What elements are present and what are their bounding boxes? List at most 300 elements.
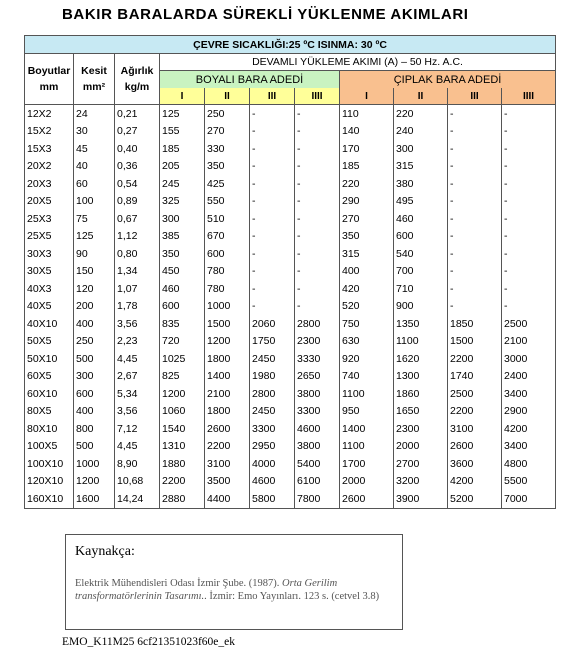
table-cell: 1,07 (115, 280, 160, 298)
col-agirlik-label: Ağırlık (120, 65, 154, 77)
table-cell: - (502, 280, 556, 298)
table-cell: 75 (74, 210, 115, 228)
table-cell: 825 (160, 368, 205, 386)
table-cell: - (295, 158, 340, 176)
col-kesit (74, 54, 115, 105)
table-cell: 2300 (394, 420, 448, 438)
table-row (25, 490, 556, 508)
table-cell: 400 (74, 403, 115, 421)
page-title: BAKIR BARALARDA SÜREKLİ YÜKLENME AKIMLARI (62, 6, 469, 23)
table-row (25, 123, 556, 141)
table-cell: 835 (160, 315, 205, 333)
table-cell: - (250, 105, 295, 123)
table-cell: 25X3 (25, 210, 74, 228)
table-cell: 2450 (250, 403, 295, 421)
table-cell: 950 (340, 403, 394, 421)
table-cell: 150 (74, 263, 115, 281)
painted-count-2: II (205, 88, 250, 105)
reference-heading: Kaynakça: (75, 544, 135, 559)
table-cell: - (502, 245, 556, 263)
table-cell: 220 (340, 175, 394, 193)
table-cell: - (250, 123, 295, 141)
bare-count-4: IIII (502, 88, 556, 105)
table-row (25, 245, 556, 263)
table-cell: 1,34 (115, 263, 160, 281)
reference-text (75, 577, 394, 603)
table-cell: 110 (340, 105, 394, 123)
table-cell: 245 (160, 175, 205, 193)
table-cell: 2700 (394, 455, 448, 473)
table-cell: - (502, 140, 556, 158)
table-cell: 185 (160, 140, 205, 158)
table-cell: 1750 (250, 333, 295, 351)
table-cell: - (448, 193, 502, 211)
table-cell: 0,67 (115, 210, 160, 228)
table-cell: 20X3 (25, 175, 74, 193)
table-cell: 420 (340, 280, 394, 298)
table-cell: 220 (394, 105, 448, 123)
continuous-current-header: DEVAMLI YÜKLEME AKIMI (A) – 50 Hz. A.C. (160, 54, 556, 71)
table-cell: - (295, 175, 340, 193)
table-row (25, 175, 556, 193)
table-cell: 80X5 (25, 403, 74, 421)
table-cell: 5,34 (115, 385, 160, 403)
table-cell: 1600 (74, 490, 115, 508)
table-cell: 315 (340, 245, 394, 263)
table-cell: - (295, 263, 340, 281)
table-cell: 2600 (448, 438, 502, 456)
table-cell: 315 (394, 158, 448, 176)
table-cell: 400 (74, 315, 115, 333)
table-cell: 6100 (295, 473, 340, 491)
table-cell: 125 (74, 228, 115, 246)
table-cell: 325 (160, 193, 205, 211)
table-row (25, 280, 556, 298)
bare-count-1: I (340, 88, 394, 105)
table-cell: 600 (74, 385, 115, 403)
table-cell: 2100 (502, 333, 556, 351)
table-cell: 3,56 (115, 403, 160, 421)
table-cell: 1350 (394, 315, 448, 333)
table-cell: 0,36 (115, 158, 160, 176)
table-cell: 3300 (250, 420, 295, 438)
table-cell: 15X2 (25, 123, 74, 141)
table-cell: - (502, 193, 556, 211)
table-cell: - (448, 158, 502, 176)
table-cell: - (250, 228, 295, 246)
table-cell: 600 (394, 228, 448, 246)
table-cell: 1500 (448, 333, 502, 351)
table-cell: 700 (394, 263, 448, 281)
table-cell: 25X5 (25, 228, 74, 246)
table-cell: 4800 (502, 455, 556, 473)
table-cell: - (502, 175, 556, 193)
table-cell: 3,56 (115, 315, 160, 333)
table-cell: 4000 (250, 455, 295, 473)
table-cell: - (448, 280, 502, 298)
col-kesit-unit: mm² (82, 81, 106, 93)
table-cell: 45 (74, 140, 115, 158)
table-cell: 30 (74, 123, 115, 141)
table-cell: 2880 (160, 490, 205, 508)
table-cell: 920 (340, 350, 394, 368)
table-cell: 20X2 (25, 158, 74, 176)
table-cell: 3330 (295, 350, 340, 368)
table-cell: 1025 (160, 350, 205, 368)
table-cell: 2300 (295, 333, 340, 351)
table-cell: 1540 (160, 420, 205, 438)
table-cell: 250 (74, 333, 115, 351)
table-cell: 3800 (295, 385, 340, 403)
table-cell: 1850 (448, 315, 502, 333)
table-cell: 2100 (205, 385, 250, 403)
table-row (25, 368, 556, 386)
table-cell: 2800 (250, 385, 295, 403)
table-cell: - (448, 105, 502, 123)
table-cell: 50X10 (25, 350, 74, 368)
table-row (25, 298, 556, 316)
table-cell: - (250, 193, 295, 211)
table-cell: 720 (160, 333, 205, 351)
table-cell: 0,80 (115, 245, 160, 263)
table-cell: 30X3 (25, 245, 74, 263)
table-cell: 520 (340, 298, 394, 316)
table-cell: 2600 (340, 490, 394, 508)
table-cell: 30X5 (25, 263, 74, 281)
table-body (25, 105, 556, 509)
table-cell: 425 (205, 175, 250, 193)
table-cell: - (250, 140, 295, 158)
table-cell: 2950 (250, 438, 295, 456)
table-cell: 1860 (394, 385, 448, 403)
table-cell: - (448, 123, 502, 141)
table-row (25, 350, 556, 368)
table-cell: 60X5 (25, 368, 74, 386)
table-cell: 2000 (340, 473, 394, 491)
table-cell: 3500 (205, 473, 250, 491)
table-cell: 200 (74, 298, 115, 316)
table-cell: 350 (160, 245, 205, 263)
table-cell: 5800 (250, 490, 295, 508)
table-cell: - (502, 105, 556, 123)
table-row (25, 193, 556, 211)
table-cell: - (502, 158, 556, 176)
table-cell: 40X3 (25, 280, 74, 298)
table-cell: 740 (340, 368, 394, 386)
table-cell: 350 (340, 228, 394, 246)
table-cell: 140 (340, 123, 394, 141)
table-row (25, 315, 556, 333)
reference-author: Elektrik Mühendisleri Odası İzmir Şube. (1987). (75, 578, 283, 589)
table-cell: - (448, 175, 502, 193)
table-cell: 125 (160, 105, 205, 123)
table-cell: 2200 (160, 473, 205, 491)
table-cell: - (502, 298, 556, 316)
table-cell: 290 (340, 193, 394, 211)
current-table (24, 35, 556, 509)
col-boyutlar-unit: mm (39, 81, 59, 93)
table-cell: 780 (205, 280, 250, 298)
table-cell: 1000 (74, 455, 115, 473)
table-cell: - (295, 210, 340, 228)
table-cell: 540 (394, 245, 448, 263)
table-cell: 1100 (340, 385, 394, 403)
table-cell: 5500 (502, 473, 556, 491)
table-cell: 1800 (205, 350, 250, 368)
reference-box (65, 534, 403, 630)
table-row (25, 228, 556, 246)
table-cell: 3300 (295, 403, 340, 421)
bare-bar-header: ÇIPLAK BARA ADEDİ (340, 71, 556, 89)
table-cell: 3900 (394, 490, 448, 508)
table-cell: - (295, 123, 340, 141)
table-cell: 14,24 (115, 490, 160, 508)
table-cell: 170 (340, 140, 394, 158)
table-cell: 1,12 (115, 228, 160, 246)
table-cell: - (250, 245, 295, 263)
table-cell: - (448, 245, 502, 263)
table-cell: 1400 (340, 420, 394, 438)
table-cell: 12X2 (25, 105, 74, 123)
col-boyutlar-label: Boyutlar (27, 65, 71, 77)
table-cell: 4600 (295, 420, 340, 438)
table-cell: 8,90 (115, 455, 160, 473)
table-cell: 50X5 (25, 333, 74, 351)
table-cell: 1400 (205, 368, 250, 386)
table-row (25, 455, 556, 473)
table-cell: 1100 (394, 333, 448, 351)
table-cell: 7800 (295, 490, 340, 508)
table-cell: 600 (205, 245, 250, 263)
table-cell: 630 (340, 333, 394, 351)
table-cell: 1500 (205, 315, 250, 333)
document-code: EMO_K11M25 6cf21351023f60e_ek (62, 636, 236, 648)
table-cell: 460 (394, 210, 448, 228)
table-cell: 510 (205, 210, 250, 228)
table-row (25, 473, 556, 491)
table-cell: 4200 (502, 420, 556, 438)
table-cell: 24 (74, 105, 115, 123)
table-cell: 550 (205, 193, 250, 211)
table-cell: - (295, 193, 340, 211)
table-cell: 2900 (502, 403, 556, 421)
table-cell: 2800 (295, 315, 340, 333)
table-cell: 100X10 (25, 455, 74, 473)
col-agirlik (115, 54, 160, 105)
table-cell: 2500 (502, 315, 556, 333)
table-cell: 40X5 (25, 298, 74, 316)
table-cell: 3600 (448, 455, 502, 473)
table-cell: 385 (160, 228, 205, 246)
painted-count-1: I (160, 88, 205, 105)
table-cell: 600 (160, 298, 205, 316)
table-cell: 1000 (205, 298, 250, 316)
table-cell: 3200 (394, 473, 448, 491)
table-cell: 500 (74, 350, 115, 368)
table-cell: 40 (74, 158, 115, 176)
ambient-conditions: ÇEVRE SICAKLIĞI:25 ºC ISINMA: 30 ºC (25, 36, 556, 54)
table-cell: 3800 (295, 438, 340, 456)
table-cell: 120X10 (25, 473, 74, 491)
table-cell: 495 (394, 193, 448, 211)
table-row (25, 140, 556, 158)
table-cell: 100 (74, 193, 115, 211)
table-cell: - (295, 105, 340, 123)
table-cell: - (250, 298, 295, 316)
table-cell: 1300 (394, 368, 448, 386)
painted-bar-header: BOYALI BARA ADEDİ (160, 71, 340, 89)
table-cell: 710 (394, 280, 448, 298)
table-cell: 60 (74, 175, 115, 193)
bare-count-3: III (448, 88, 502, 105)
table-cell: 800 (74, 420, 115, 438)
table-cell: - (250, 280, 295, 298)
table-cell: 380 (394, 175, 448, 193)
table-row (25, 333, 556, 351)
table-row (25, 438, 556, 456)
table-cell: - (448, 228, 502, 246)
table-cell: 120 (74, 280, 115, 298)
table-cell: 155 (160, 123, 205, 141)
table-cell: 5200 (448, 490, 502, 508)
table-cell: 3400 (502, 438, 556, 456)
table-cell: 1200 (160, 385, 205, 403)
table-cell: 40X10 (25, 315, 74, 333)
table-cell: 500 (74, 438, 115, 456)
table-cell: 0,54 (115, 175, 160, 193)
table-cell: - (295, 245, 340, 263)
table-cell: 4,45 (115, 438, 160, 456)
table-cell: 3000 (502, 350, 556, 368)
table-cell: 240 (394, 123, 448, 141)
table-cell: 2600 (205, 420, 250, 438)
table-cell: - (448, 263, 502, 281)
table-cell: 1880 (160, 455, 205, 473)
table-cell: - (448, 298, 502, 316)
table-cell: 1650 (394, 403, 448, 421)
table-cell: 2450 (250, 350, 295, 368)
table-cell: 300 (160, 210, 205, 228)
table-cell: 2650 (295, 368, 340, 386)
table-cell: 5400 (295, 455, 340, 473)
table-cell: - (295, 280, 340, 298)
table-row (25, 420, 556, 438)
table-cell: - (295, 298, 340, 316)
table-cell: 900 (394, 298, 448, 316)
table-cell: - (295, 228, 340, 246)
table-cell: 780 (205, 263, 250, 281)
table-cell: 4400 (205, 490, 250, 508)
table-cell: 7000 (502, 490, 556, 508)
table-cell: 1100 (340, 438, 394, 456)
table-cell: 1700 (340, 455, 394, 473)
table-cell: 300 (394, 140, 448, 158)
table-cell: 460 (160, 280, 205, 298)
table-cell: 185 (340, 158, 394, 176)
painted-count-4: IIII (295, 88, 340, 105)
painted-count-3: III (250, 88, 295, 105)
reference-work: Orta Gerilim transformatörlerinin Tasarımı. (75, 578, 338, 602)
table-cell: 1620 (394, 350, 448, 368)
table-cell: - (448, 140, 502, 158)
table-cell: 160X10 (25, 490, 74, 508)
table-cell: 3400 (502, 385, 556, 403)
table-cell: 2200 (205, 438, 250, 456)
table-cell: - (250, 158, 295, 176)
table-cell: - (250, 263, 295, 281)
table-cell: - (295, 140, 340, 158)
table-cell: - (250, 175, 295, 193)
table-cell: 2400 (502, 368, 556, 386)
table-row (25, 403, 556, 421)
table-cell: 4,45 (115, 350, 160, 368)
table-cell: 80X10 (25, 420, 74, 438)
table-cell: 3100 (448, 420, 502, 438)
table-cell: 270 (205, 123, 250, 141)
table-cell: 205 (160, 158, 205, 176)
table-cell: - (448, 210, 502, 228)
table-cell: 2500 (448, 385, 502, 403)
table-cell: 2,67 (115, 368, 160, 386)
table-cell: 270 (340, 210, 394, 228)
table-cell: - (502, 123, 556, 141)
table-cell: - (502, 210, 556, 228)
col-kesit-label: Kesit (81, 65, 107, 77)
table-cell: 0,89 (115, 193, 160, 211)
table-cell: - (502, 263, 556, 281)
table-cell: 2200 (448, 403, 502, 421)
table-cell: - (250, 210, 295, 228)
table-cell: 250 (205, 105, 250, 123)
table-cell: 60X10 (25, 385, 74, 403)
col-agirlik-unit: kg/m (124, 81, 150, 93)
table-cell: 2,23 (115, 333, 160, 351)
table-cell: 90 (74, 245, 115, 263)
table-cell: 10,68 (115, 473, 160, 491)
table-cell: 1,78 (115, 298, 160, 316)
table-row (25, 105, 556, 123)
table-cell: 1200 (74, 473, 115, 491)
table-cell: 1800 (205, 403, 250, 421)
reference-publisher: . İzmir: Emo Yayınları. 123 s. (cetvel 3.8) (204, 591, 380, 602)
table-cell: 2060 (250, 315, 295, 333)
table-cell: 1740 (448, 368, 502, 386)
bare-count-2: II (394, 88, 448, 105)
table-cell: 20X5 (25, 193, 74, 211)
table-cell: 0,40 (115, 140, 160, 158)
table-cell: 4200 (448, 473, 502, 491)
table-cell: - (502, 228, 556, 246)
table-cell: 100X5 (25, 438, 74, 456)
table-row (25, 263, 556, 281)
table-cell: 330 (205, 140, 250, 158)
table-cell: 750 (340, 315, 394, 333)
table-cell: 1060 (160, 403, 205, 421)
table-cell: 4600 (250, 473, 295, 491)
table-cell: 15X3 (25, 140, 74, 158)
table-cell: 450 (160, 263, 205, 281)
table-cell: 0,21 (115, 105, 160, 123)
table-cell: 1200 (205, 333, 250, 351)
table-cell: 2200 (448, 350, 502, 368)
table-cell: 3100 (205, 455, 250, 473)
table-cell: 350 (205, 158, 250, 176)
table-cell: 670 (205, 228, 250, 246)
table-row (25, 210, 556, 228)
table-row (25, 385, 556, 403)
table-cell: 7,12 (115, 420, 160, 438)
table-cell: 2000 (394, 438, 448, 456)
